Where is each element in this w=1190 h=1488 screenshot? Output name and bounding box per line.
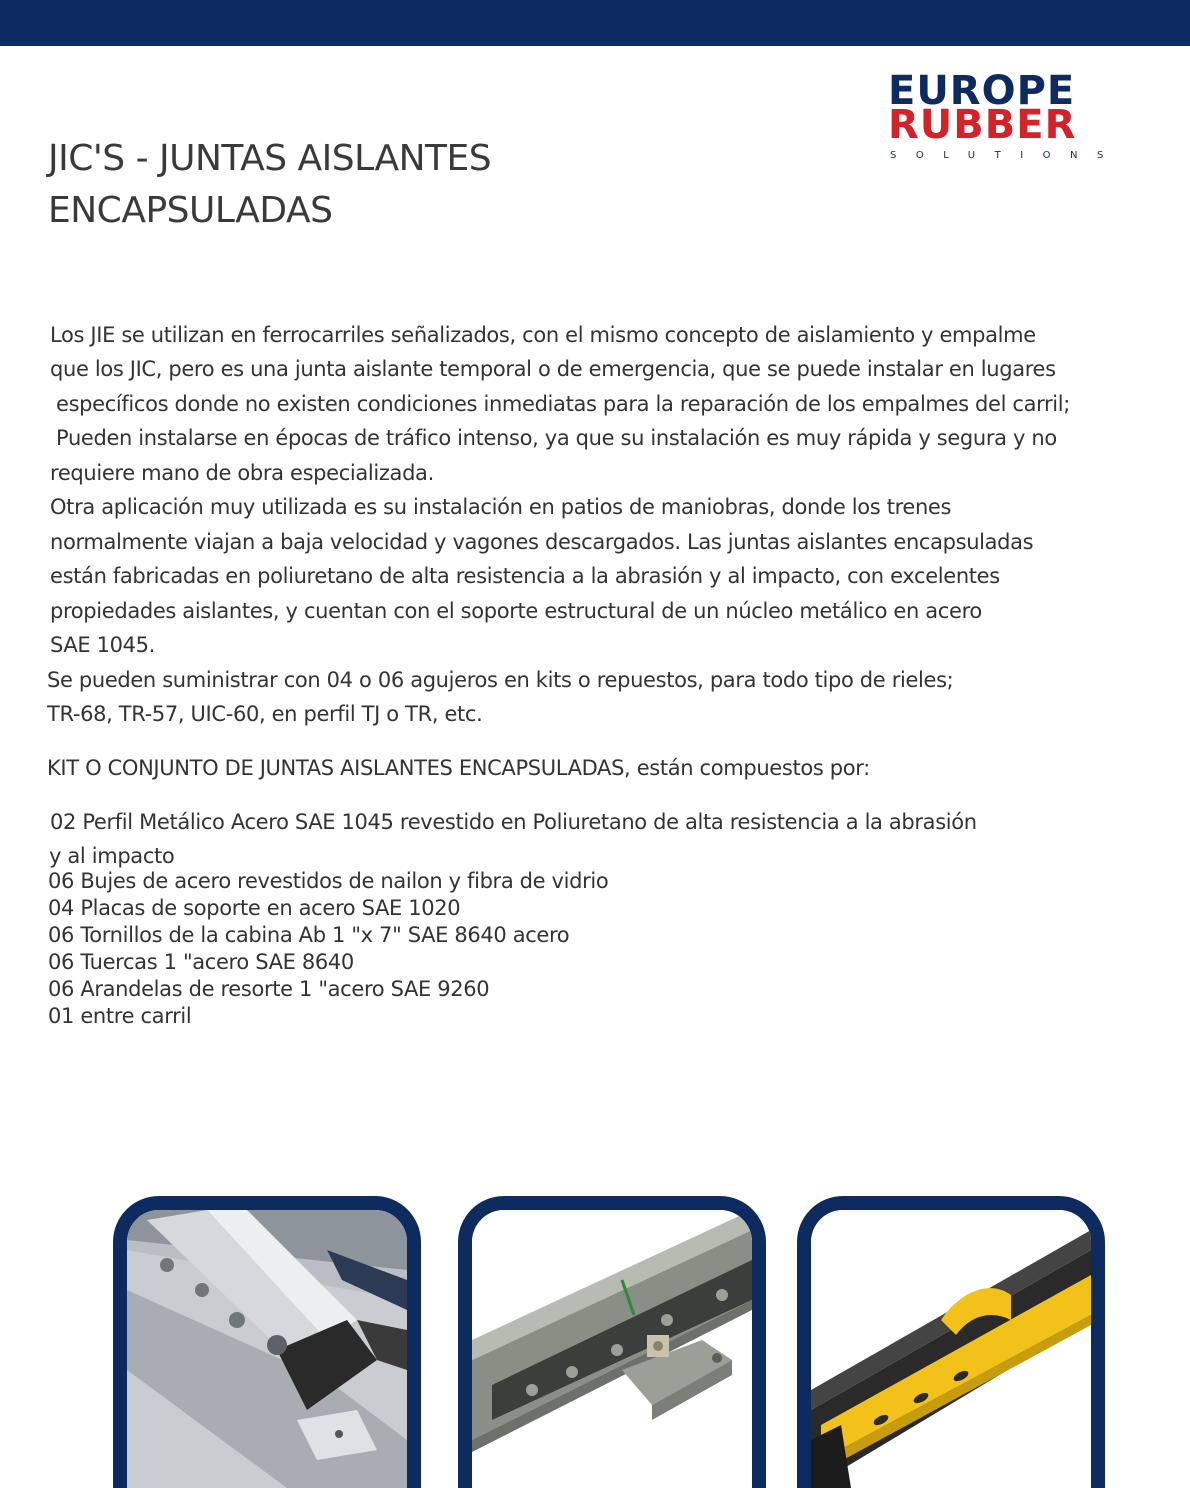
top-banner [0, 0, 1190, 46]
kit-item: 02 Perfil Metálico Acero SAE 1045 revestido en Poliuretano de alta resistencia a la abrasión [50, 810, 977, 834]
description-line: requiere mano de obra especializada. [50, 461, 434, 485]
kit-item: 06 Arandelas de resorte 1 "acero SAE 9260 [48, 977, 490, 1001]
kit-item: 06 Tornillos de la cabina Ab 1 "x 7" SAE 8640 acero [48, 923, 570, 947]
kit-heading: KIT O CONJUNTO DE JUNTAS AISLANTES ENCAPSULADAS, están compuestos por: [47, 756, 870, 780]
kit-item: 04 Placas de soporte en acero SAE 1020 [48, 896, 461, 920]
description-line: Se pueden suministrar con 04 o 06 agujeros en kits o repuestos, para todo tipo de rieles; [47, 668, 954, 692]
description-line: SAE 1045. [50, 633, 155, 657]
photo-installed-joint [113, 1196, 421, 1488]
logo-europe: EUROPE [888, 68, 1076, 114]
description-line: están fabricadas en poliuretano de alta resistencia a la abrasión y al impacto, con excelentes [50, 564, 1000, 588]
description-line: TR-68, TR-57, UIC-60, en perfil TJ o TR, etc. [47, 702, 483, 726]
description-line: propiedades aislantes, y cuentan con el soporte estructural de un núcleo metálico en acero [50, 599, 982, 623]
kit-item: 06 Bujes de acero revestidos de nailon y fibra de vidrio [48, 869, 609, 893]
kit-item: y al impacto [49, 844, 175, 868]
company-logo [888, 68, 1130, 161]
page-title [48, 133, 648, 237]
description-line: que los JIC, pero es una junta aislante temporal o de emergencia, que se puede instalar en lugares [50, 357, 1056, 381]
description-line: específicos donde no existen condiciones inmediatas para la reparación de los empalmes del carril; [56, 392, 1070, 416]
logo-rubber: RUBBER [888, 102, 1077, 148]
photo-encapsulated-joint [797, 1196, 1105, 1488]
kit-item: 01 entre carril [48, 1004, 192, 1028]
description-line: Otra aplicación muy utilizada es su instalación en patios de maniobras, donde los trenes [50, 495, 952, 519]
page-title-line-1: JIC'S - JUNTAS AISLANTES [48, 138, 492, 179]
description-line: normalmente viajan a baja velocidad y vagones descargados. Las juntas aislantes encapsuladas [50, 530, 1034, 554]
photo-joint-render [458, 1196, 766, 1488]
kit-item: 06 Tuercas 1 "acero SAE 8640 [48, 950, 354, 974]
description-line: Pueden instalarse en épocas de tráfico intenso, ya que su instalación es muy rápida y segura y no [56, 426, 1057, 450]
page-title-line-2: ENCAPSULADAS [48, 190, 333, 231]
logo-solutions: SOLUTIONS [890, 150, 1123, 161]
description-line: Los JIE se utilizan en ferrocarriles señalizados, con el mismo concepto de aislamiento y empalme [50, 323, 1036, 347]
